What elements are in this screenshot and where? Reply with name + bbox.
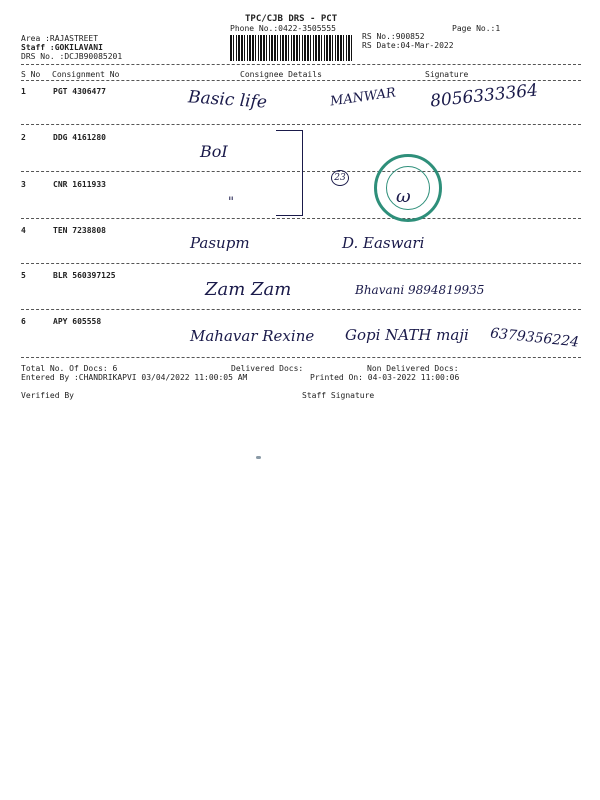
total-docs: Total No. Of Docs: 6	[21, 364, 118, 373]
row-consignment: TEN 7238808	[53, 226, 106, 235]
handwritten-ditto: "	[228, 195, 234, 210]
barcode-image	[230, 35, 352, 61]
row-consignment: BLR 560397125	[53, 271, 116, 280]
handwritten-signature-5: Bhavani 9894819935	[355, 283, 485, 297]
col-header-consignment: Consignment No	[52, 70, 120, 79]
row-sno: 1	[21, 87, 26, 96]
handwritten-signature-1: MANWAR	[329, 85, 397, 110]
handwritten-consignee-5: Zam Zam	[205, 279, 292, 300]
row-sno: 2	[21, 133, 26, 142]
printed-on: Printed On: 04-03-2022 11:00:06	[310, 373, 460, 382]
non-delivered-docs: Non Delivered Docs:	[367, 364, 459, 373]
handwritten-signature-6: Gopi NATH maji	[345, 326, 469, 344]
speck	[256, 456, 261, 459]
handwritten-consignee-1: Basic life	[187, 87, 268, 113]
drs-number: DRS No. :DCJB90085201	[21, 52, 123, 61]
col-header-signature: Signature	[425, 70, 469, 79]
delivered-docs: Delivered Docs:	[231, 364, 304, 373]
row-consignment: APY 605558	[53, 317, 102, 326]
handwritten-bracket	[276, 130, 303, 216]
row-consignment: CNR 1611933	[53, 180, 106, 189]
handwritten-consignee-4: Pasupm	[190, 234, 250, 252]
row-sno: 3	[21, 180, 26, 189]
row-divider	[21, 357, 581, 358]
row-divider	[21, 124, 581, 125]
col-header-consignee: Consignee Details	[240, 70, 322, 79]
divider	[21, 64, 581, 65]
row-sno: 4	[21, 226, 26, 235]
col-header-sno: S No	[21, 70, 41, 79]
handwritten-phone-1: 8056333364	[429, 80, 539, 112]
rs-number: RS No.:900852	[362, 32, 425, 41]
phone-number: Phone No.:0422-3505555	[230, 24, 336, 33]
handwritten-phone-6: 6379356224	[489, 325, 580, 351]
handwritten-signature-4: D. Easwari	[342, 234, 425, 252]
divider	[21, 80, 581, 81]
handwritten-mark: 23	[331, 170, 349, 186]
row-sno: 5	[21, 271, 26, 280]
handwritten-consignee-6: Mahavar Rexine	[190, 327, 315, 345]
row-consignment: PGT 4306477	[53, 87, 106, 96]
row-divider	[21, 263, 581, 264]
entered-by: Entered By :CHANDRIKAPVI 03/04/2022 11:00:05 AM	[21, 373, 248, 382]
document-title: TPC/CJB DRS - PCT	[245, 14, 338, 24]
row-divider	[21, 309, 581, 310]
row-sno: 6	[21, 317, 26, 326]
staff-signature: Staff Signature	[302, 391, 375, 400]
staff-label: Staff :GOKILAVANI	[21, 43, 103, 52]
row-consignment: DDG 4161280	[53, 133, 106, 142]
stamp-initials-icon: ω	[396, 186, 411, 207]
handwritten-consignee-2: BoI	[200, 142, 228, 161]
page-number: Page No.:1	[452, 24, 501, 33]
verified-by: Verified By	[21, 391, 74, 400]
area-label: Area :RAJASTREET	[21, 34, 99, 43]
row-divider	[21, 218, 581, 219]
rs-date: RS Date:04-Mar-2022	[362, 41, 454, 50]
